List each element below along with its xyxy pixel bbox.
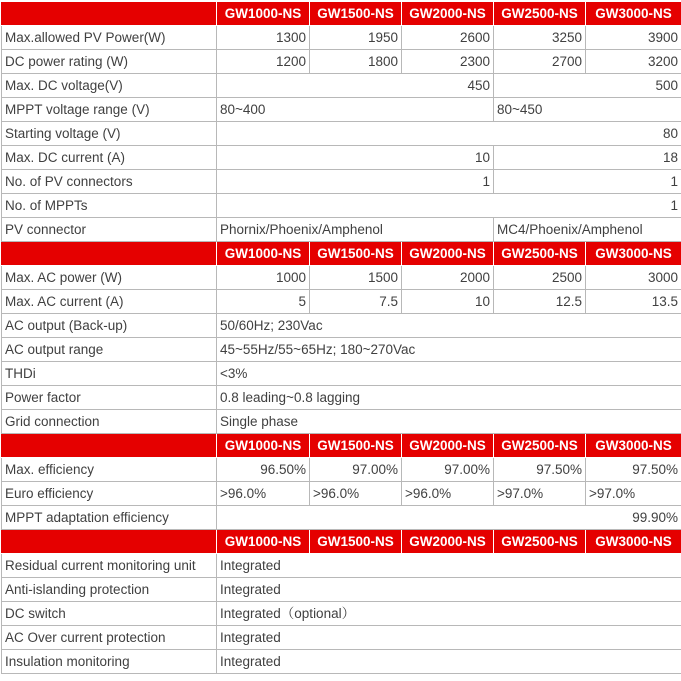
- model-header-cell: GW2000-NS: [402, 530, 494, 554]
- spec-value: 80~400: [217, 98, 494, 122]
- spec-value: >97.0%: [586, 482, 681, 506]
- model-header-cell: GW3000-NS: [586, 530, 681, 554]
- spec-value: 13.5: [586, 290, 681, 314]
- spec-value: 50/60Hz; 230Vac: [217, 314, 681, 338]
- spec-row: [2, 50, 681, 74]
- spec-value: 450: [217, 74, 494, 98]
- spec-label: AC output (Back-up): [2, 314, 217, 338]
- spec-row: [2, 554, 681, 578]
- spec-label: MPPT adaptation efficiency: [2, 506, 217, 530]
- spec-row: [2, 170, 681, 194]
- spec-value: 1800: [310, 50, 402, 74]
- spec-label: Power factor: [2, 386, 217, 410]
- spec-label: Max. efficiency: [2, 458, 217, 482]
- spec-row: [2, 26, 681, 50]
- model-header-cell: GW1500-NS: [310, 2, 402, 26]
- model-header-cell: GW2000-NS: [402, 242, 494, 266]
- spec-value: >96.0%: [310, 482, 402, 506]
- spec-row: [2, 290, 681, 314]
- spec-label: AC output range: [2, 338, 217, 362]
- spec-row: [2, 482, 681, 506]
- spec-value: 1200: [217, 50, 310, 74]
- spec-value: 2300: [402, 50, 494, 74]
- spec-label: Residual current monitoring unit: [2, 554, 217, 578]
- model-header-cell: GW1500-NS: [310, 242, 402, 266]
- spec-value: 80~450: [494, 98, 681, 122]
- spec-value: Integrated（optional）: [217, 602, 681, 626]
- spec-label: Anti-islanding protection: [2, 578, 217, 602]
- model-header-cell: GW1500-NS: [310, 434, 402, 458]
- spec-row: [2, 578, 681, 602]
- model-header-cell: GW1000-NS: [217, 434, 310, 458]
- spec-row: [2, 626, 681, 650]
- spec-value: 7.5: [310, 290, 402, 314]
- spec-value: 99.90%: [217, 506, 681, 530]
- model-header-row: [2, 434, 681, 458]
- spec-row: [2, 650, 681, 674]
- header-blank-cell: [2, 434, 217, 458]
- spec-value: >96.0%: [217, 482, 310, 506]
- spec-row: [2, 458, 681, 482]
- spec-label: Starting voltage (V): [2, 122, 217, 146]
- spec-value: 96.50%: [217, 458, 310, 482]
- header-blank-cell: [2, 242, 217, 266]
- spec-row: [2, 266, 681, 290]
- spec-value: 97.00%: [402, 458, 494, 482]
- spec-label: Euro efficiency: [2, 482, 217, 506]
- spec-label: Max. AC power (W): [2, 266, 217, 290]
- spec-row: [2, 218, 681, 242]
- spec-label: THDi: [2, 362, 217, 386]
- model-header-cell: GW2500-NS: [494, 2, 586, 26]
- spec-value: 12.5: [494, 290, 586, 314]
- model-header-cell: GW2500-NS: [494, 530, 586, 554]
- spec-value: 2500: [494, 266, 586, 290]
- spec-value: 1500: [310, 266, 402, 290]
- header-blank-cell: [2, 530, 217, 554]
- spec-value: 2700: [494, 50, 586, 74]
- spec-row: [2, 314, 681, 338]
- spec-value: 1950: [310, 26, 402, 50]
- spec-value: 2000: [402, 266, 494, 290]
- spec-value: Phornix/Phoenix/Amphenol: [217, 218, 494, 242]
- model-header-row: [2, 2, 681, 26]
- spec-value: >97.0%: [494, 482, 586, 506]
- spec-label: MPPT voltage range (V): [2, 98, 217, 122]
- model-header-cell: GW1500-NS: [310, 530, 402, 554]
- spec-value: 1: [217, 170, 494, 194]
- spec-value: 5: [217, 290, 310, 314]
- spec-value: 3200: [586, 50, 681, 74]
- model-header-row: [2, 530, 681, 554]
- model-header-cell: GW2000-NS: [402, 434, 494, 458]
- spec-value: 1000: [217, 266, 310, 290]
- model-header-cell: GW1000-NS: [217, 530, 310, 554]
- spec-label: No. of MPPTs: [2, 194, 217, 218]
- spec-row: [2, 98, 681, 122]
- model-header-row: [2, 242, 681, 266]
- spec-value: 1: [217, 194, 681, 218]
- spec-value: 3900: [586, 26, 681, 50]
- spec-value: 97.00%: [310, 458, 402, 482]
- spec-label: Max. DC voltage(V): [2, 74, 217, 98]
- spec-row: [2, 194, 681, 218]
- spec-row: [2, 338, 681, 362]
- spec-value: 0.8 leading~0.8 lagging: [217, 386, 681, 410]
- spec-value: Integrated: [217, 626, 681, 650]
- spec-value: 10: [217, 146, 494, 170]
- spec-row: [2, 386, 681, 410]
- spec-value: Single phase: [217, 410, 681, 434]
- spec-row: [2, 602, 681, 626]
- spec-value: 1: [494, 170, 681, 194]
- spec-value: 2600: [402, 26, 494, 50]
- model-header-cell: GW3000-NS: [586, 2, 681, 26]
- spec-label: No. of PV connectors: [2, 170, 217, 194]
- spec-table: [1, 1, 681, 674]
- model-header-cell: GW2500-NS: [494, 242, 586, 266]
- spec-row: [2, 362, 681, 386]
- spec-value: 18: [494, 146, 681, 170]
- spec-row: [2, 122, 681, 146]
- spec-value: Integrated: [217, 554, 681, 578]
- spec-value: 97.50%: [586, 458, 681, 482]
- spec-value: MC4/Phoenix/Amphenol: [494, 218, 681, 242]
- spec-value: 3250: [494, 26, 586, 50]
- spec-label: AC Over current protection: [2, 626, 217, 650]
- spec-value: 10: [402, 290, 494, 314]
- spec-value: >96.0%: [402, 482, 494, 506]
- spec-value: 3000: [586, 266, 681, 290]
- spec-value: 45~55Hz/55~65Hz; 180~270Vac: [217, 338, 681, 362]
- spec-table-body: [2, 2, 681, 674]
- model-header-cell: GW3000-NS: [586, 434, 681, 458]
- spec-value: 97.50%: [494, 458, 586, 482]
- model-header-cell: GW1000-NS: [217, 242, 310, 266]
- spec-value: Integrated: [217, 578, 681, 602]
- spec-label: Max. AC current (A): [2, 290, 217, 314]
- header-blank-cell: [2, 2, 217, 26]
- model-header-cell: GW2500-NS: [494, 434, 586, 458]
- model-header-cell: GW1000-NS: [217, 2, 310, 26]
- spec-value: 500: [494, 74, 681, 98]
- spec-row: [2, 506, 681, 530]
- spec-label: Max. DC current (A): [2, 146, 217, 170]
- spec-row: [2, 410, 681, 434]
- spec-row: [2, 146, 681, 170]
- spec-label: Grid connection: [2, 410, 217, 434]
- spec-value: 80: [217, 122, 681, 146]
- spec-row: [2, 74, 681, 98]
- spec-label: DC power rating (W): [2, 50, 217, 74]
- spec-value: 1300: [217, 26, 310, 50]
- spec-label: DC switch: [2, 602, 217, 626]
- spec-value: Integrated: [217, 650, 681, 674]
- spec-value: <3%: [217, 362, 681, 386]
- spec-label: Insulation monitoring: [2, 650, 217, 674]
- spec-label: Max.allowed PV Power(W): [2, 26, 217, 50]
- model-header-cell: GW2000-NS: [402, 2, 494, 26]
- spec-label: PV connector: [2, 218, 217, 242]
- model-header-cell: GW3000-NS: [586, 242, 681, 266]
